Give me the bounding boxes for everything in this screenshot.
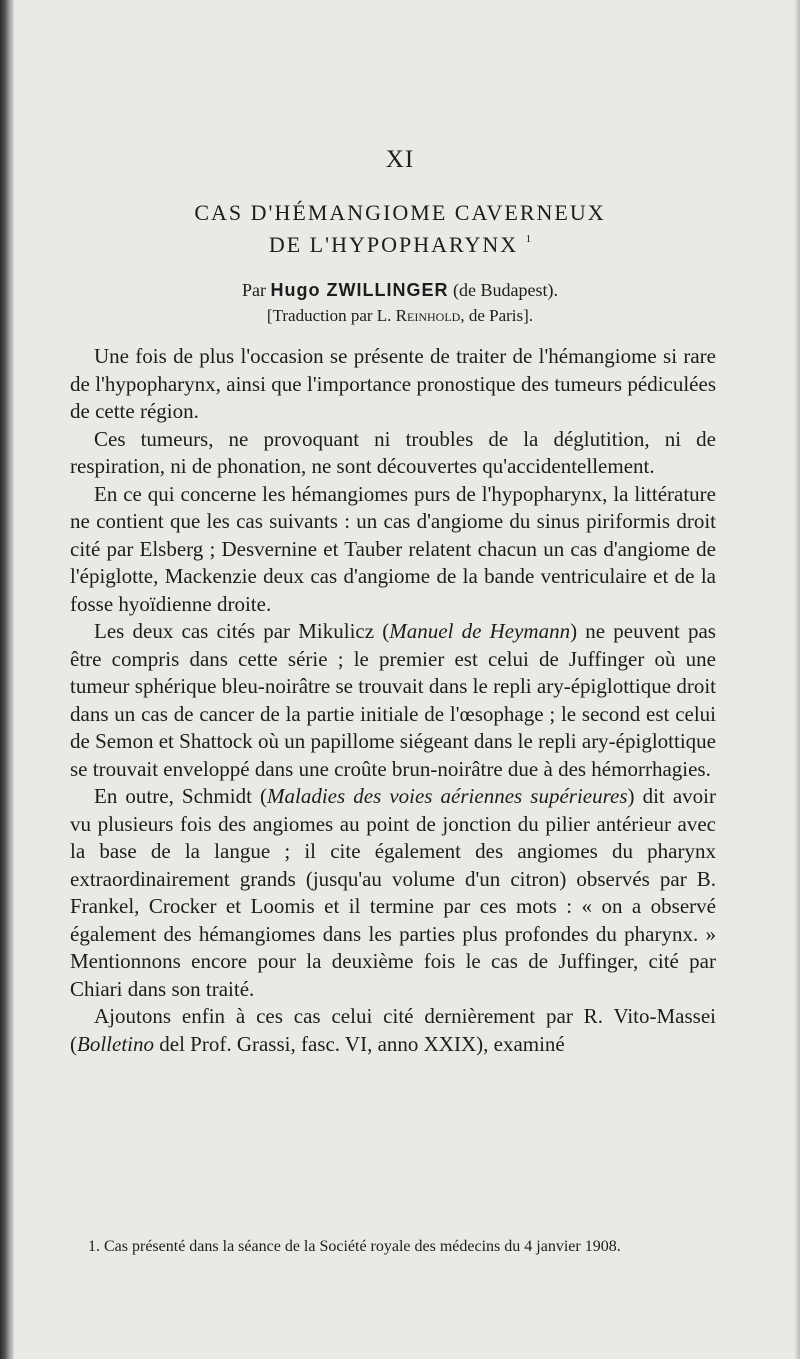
paragraph-text: Ajoutons enfin à ces cas celui cité dernièrement par R. Vito-Massei (: [70, 1004, 716, 1056]
cited-work: Maladies des voies aériennes supérieures: [267, 784, 628, 808]
footnote: [70, 1236, 716, 1257]
paragraph-text: ) ne peuvent pas être compris dans cette série ; le premier est celui de Juffinger où une tumeur sphérique bleu-noirâtre se trouvait dans le repli ary-épiglottique droit dans un cas de cancer de la partie initiale de l'œsophage ; le second est celui de Semon et Shattock où un papillome siégeant dans le repli ary-épiglottique se trouvait enveloppé dans une croûte brun-noirâtre due à des hémorrhagies.: [70, 619, 716, 781]
paragraph-text: ) dit avoir vu plusieurs fois des angiomes au point de jonction du pilier antérieur avec la base de la langue ; il cite également des angiomes du pharynx extraordinairement grands (jusqu'au volume d'un citron) observés par B. Frankel, Crocker et Loomis et il termine par ces mots : « on a observé également des hémangiomes dans les parties plus profondes du pharynx. » Mentionnons encore pour la deuxième fois le cas de Juffinger, cité par Chiari dans son traité.: [70, 784, 716, 1001]
article-title-line-1: [0, 200, 800, 226]
paragraph-text: Les deux cas cités par Mikulicz (: [94, 619, 390, 643]
paragraph-text: En outre, Schmidt (: [94, 784, 267, 808]
cited-work: Bolletino: [77, 1031, 154, 1056]
title-text-1: CAS D'HÉMANGIOME CAVERNEUX: [194, 200, 606, 225]
chapter-number: XI: [385, 146, 415, 173]
author-name: Hugo ZWILLINGER: [270, 280, 449, 300]
byline: [0, 280, 800, 301]
translation-credit: [0, 306, 800, 326]
paragraph: Ces tumeurs, ne provoquant ni troubles de la déglutition, ni de respiration, ni de phonation, ne sont découvertes qu'accidentellement.: [70, 426, 716, 478]
translation-close: , de Paris].: [460, 306, 534, 325]
footnote-text: 1. Cas présenté dans la séance de la Société royale des médecins du 4 janvier 1908.: [88, 1238, 621, 1255]
translation-open: [Traduction par L.: [266, 306, 396, 325]
paragraph: [70, 783, 716, 1003]
author-location: (de Budapest).: [453, 280, 558, 300]
byline-prefix: Par: [242, 280, 267, 300]
title-footnote-marker: 1: [525, 233, 532, 245]
cited-work: Manuel de Heymann: [389, 619, 571, 643]
paragraph-text: del Prof. Grassi, fasc. VI, anno XXIX), examiné: [154, 1031, 565, 1056]
article-title-line-2: [0, 232, 800, 258]
translator-name: Reinhold: [395, 306, 461, 325]
paragraph: En ce qui concerne les hémangiomes purs de l'hypopharynx, la littérature ne contient que les cas suivants : un cas d'angiome du sinus piriformis droit cité par Elsberg ; Desvernine et Tauber relatent chacun un cas d'angiome de l'épiglotte, Mackenzie deux cas d'angiome de la bande ventriculaire et de la fosse hyoïdienne droite.: [70, 481, 716, 616]
paragraph: [70, 618, 716, 783]
article-body: [70, 343, 716, 1058]
paragraph: [70, 1003, 716, 1058]
paragraph: Une fois de plus l'occasion se présente de traiter de l'hémangiome si rare de l'hypopharynx, ainsi que l'importance pronostique des tumeurs pédiculées de cette région.: [70, 344, 716, 423]
title-text-2: DE L'HYPOPHARYNX: [268, 232, 519, 257]
